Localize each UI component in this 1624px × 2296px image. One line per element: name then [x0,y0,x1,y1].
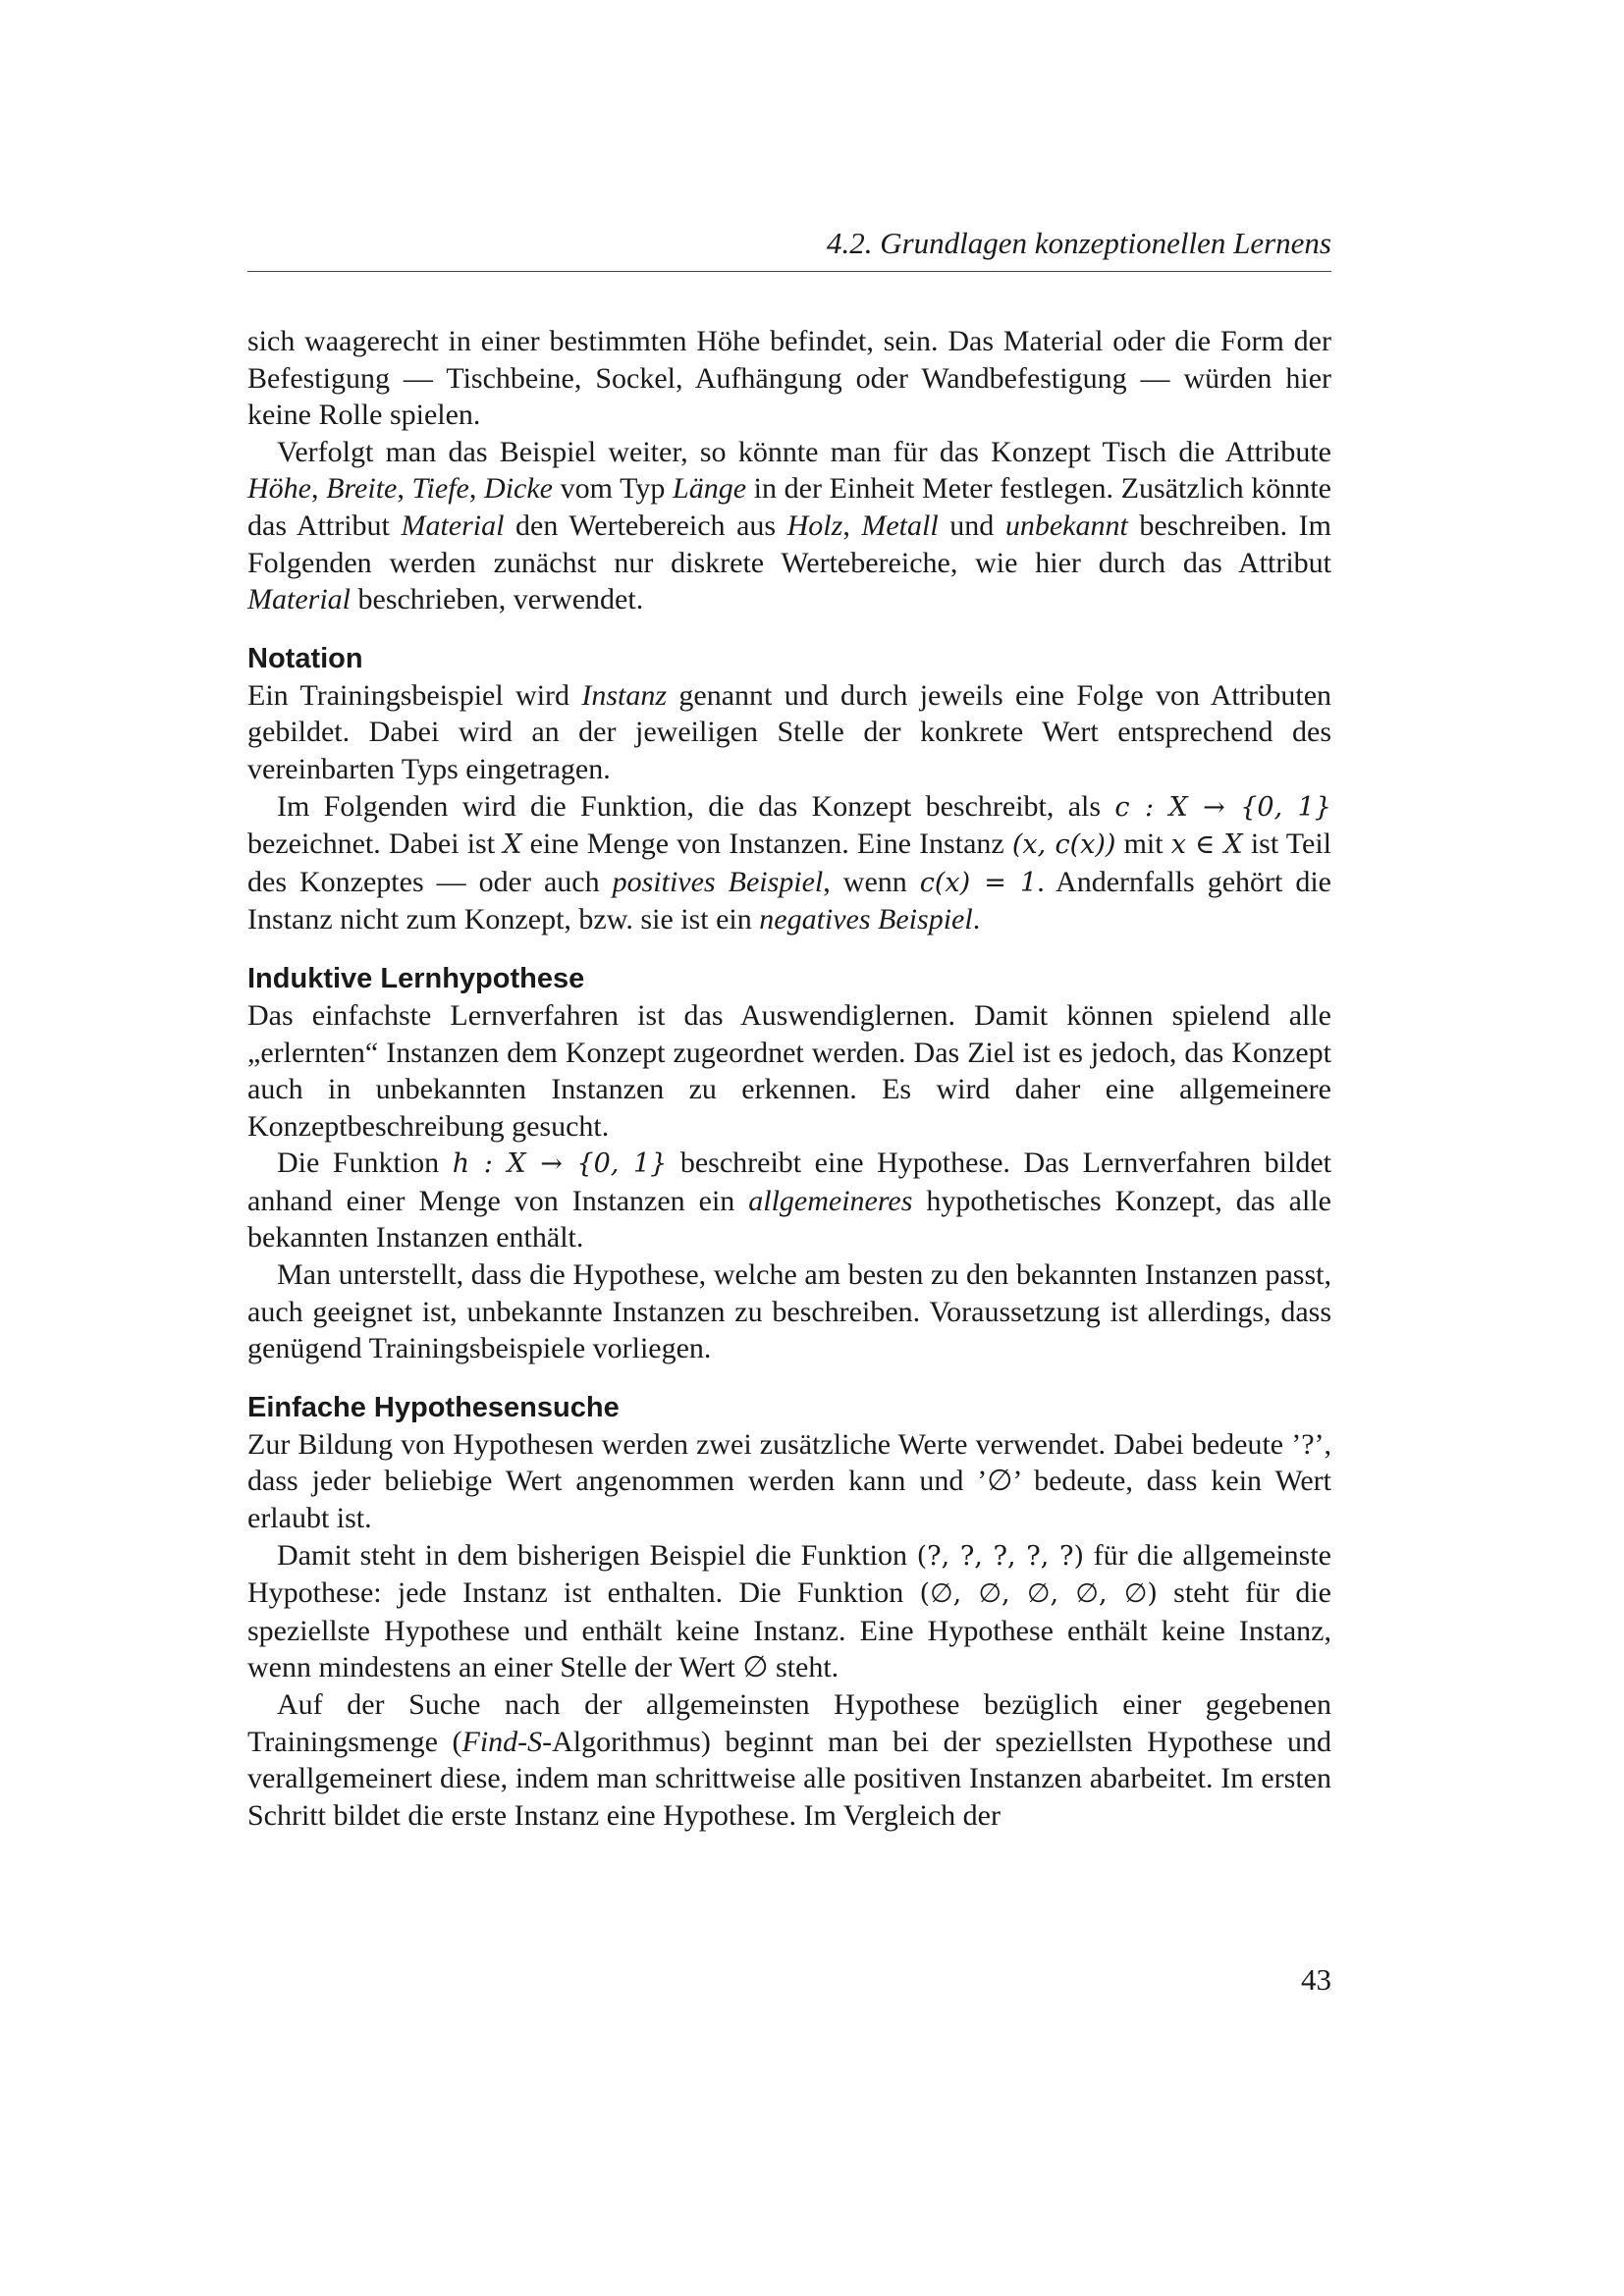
page-body [247,224,1331,1834]
paragraph-assumption: Man unterstellt, dass die Hypothese, welche am besten zu den bekannten Instanzen passt, auch geeignet ist, unbekannte Instanzen zu beschreiben. Voraussetzung ist allerdings, dass genügend Trainingsbeispiele vorliegen. [247,1258,1331,1365]
math-x: X [503,829,522,861]
math-cx-equals-1: c(x) = 1 [919,867,1038,898]
paragraph-hypothesis-function: Die Funktion h : X → {0, 1} beschreibt eine Hypothese. Das Lernverfahren bildet anhand einer Menge von Instanzen ein allgemeineres hypothetisches Konzept, das alle bekannten Instanzen enthält. [247,1147,1331,1255]
math-hypothesis-function: h : X → {0, 1} [452,1148,668,1180]
section-heading-notation: Notation [247,642,363,674]
paragraph-continuation: sich waagerecht in einer bestimmten Höhe befindet, sein. Das Material oder die Form der Befestigung — Tischbeine, Sockel, Aufhängung oder Wandbefestigung — würden hier keine Rolle spielen. [247,325,1331,432]
math-most-specific: (∅, ∅, ∅, ∅, ∅) [919,1578,1158,1610]
running-header: 4.2. Grundlagen konzeptionellen Lernens [247,224,1331,272]
math-most-general: (?, ?, ?, ?, ?) [916,1540,1085,1572]
math-instance-pair: (x, c(x)) [1011,829,1116,861]
section-heading-induktive-lernhypothese: Induktive Lernhypothese [247,962,585,994]
section-heading-einfache-hypothesensuche: Einfache Hypothesensuche [247,1391,620,1423]
paragraph-table-attributes: Verfolgt man das Beispiel weiter, so könnte man für das Konzept Tisch die Attribute Höhe, Breite, Tiefe, Dicke vom Typ Länge in der Einheit Meter festlegen. Zusätzlich könnte das Attribut Material den Wertebereich aus Holz, Metall und unbekannt beschreiben. Im Folgenden werden zunächst nur diskrete Wertebereiche, wie hier durch das Attribut Material beschrieben, verwendet. [247,435,1331,616]
paragraph-instanz: Ein Trainingsbeispiel wird Instanz genannt und durch jeweils eine Folge von Attributen gebildet. Dabei wird an der jeweiligen Stelle der konkrete Wert entsprechend des vereinbarten Typs eingetragen. [247,678,1332,785]
page-number: 43 [1301,1962,1331,1997]
math-x-in-X: x ∈ X [1170,829,1243,861]
paragraph-general-special-hypothesis: Damit steht in dem bisherigen Beispiel die Funktion (?, ?, ?, ?, ?) für die allgemeinste Hypothese: jede Instanz ist enthalten. Die Funktion (∅, ∅, ∅, ∅, ∅) steht für die speziellste Hypothese und enthält keine Instanz. Eine Hypothese enthält keine Instanz, wenn mindestens an einer Stelle der Wert ∅ steht. [247,1538,1332,1684]
paragraph-concept-function: Im Folgenden wird die Funktion, die das Konzept beschreibt, als c : X → {0, 1} bezeichnet. Dabei ist X eine Menge von Instanzen. Eine Instanz (x, c(x)) mit x ∈ X ist Teil des Konzeptes — oder auch positives Beispiel, wenn c(x) = 1. Andernfalls gehört die Instanz nicht zum Konzept, bzw. sie ist ein negatives Beispiel. [247,789,1331,936]
math-concept-function: c : X → {0, 1} [1114,791,1331,823]
paragraph-auswendiglernen: Das einfachste Lernverfahren ist das Auswendiglernen. Damit können spielend alle „erlernten“ Instanzen dem Konzept zugeordnet werden. Das Ziel ist es jedoch, das Konzept auch in unbekannten Instanzen zu erkennen. Es wird daher eine allgemeinere Konzeptbeschreibung gesucht. [247,998,1331,1143]
paragraph-find-s: Auf der Suche nach der allgemeinsten Hypothese bezüglich einer gegebenen Trainingsmenge (Find-S-Algorithmus) beginnt man bei der speziellsten Hypothese und verallgemeinert diese, indem man schrittweise alle positiven Instanzen abarbeitet. Im ersten Schritt bildet die erste Instanz eine Hypothese. Im Vergleich der [247,1688,1331,1832]
paragraph-special-values: Zur Bildung von Hypothesen werden zwei zusätzliche Werte verwendet. Dabei bedeute ’?’, dass jeder beliebige Wert angenommen werden kann und ’∅’ bedeute, dass kein Wert erlaubt ist. [247,1427,1331,1535]
